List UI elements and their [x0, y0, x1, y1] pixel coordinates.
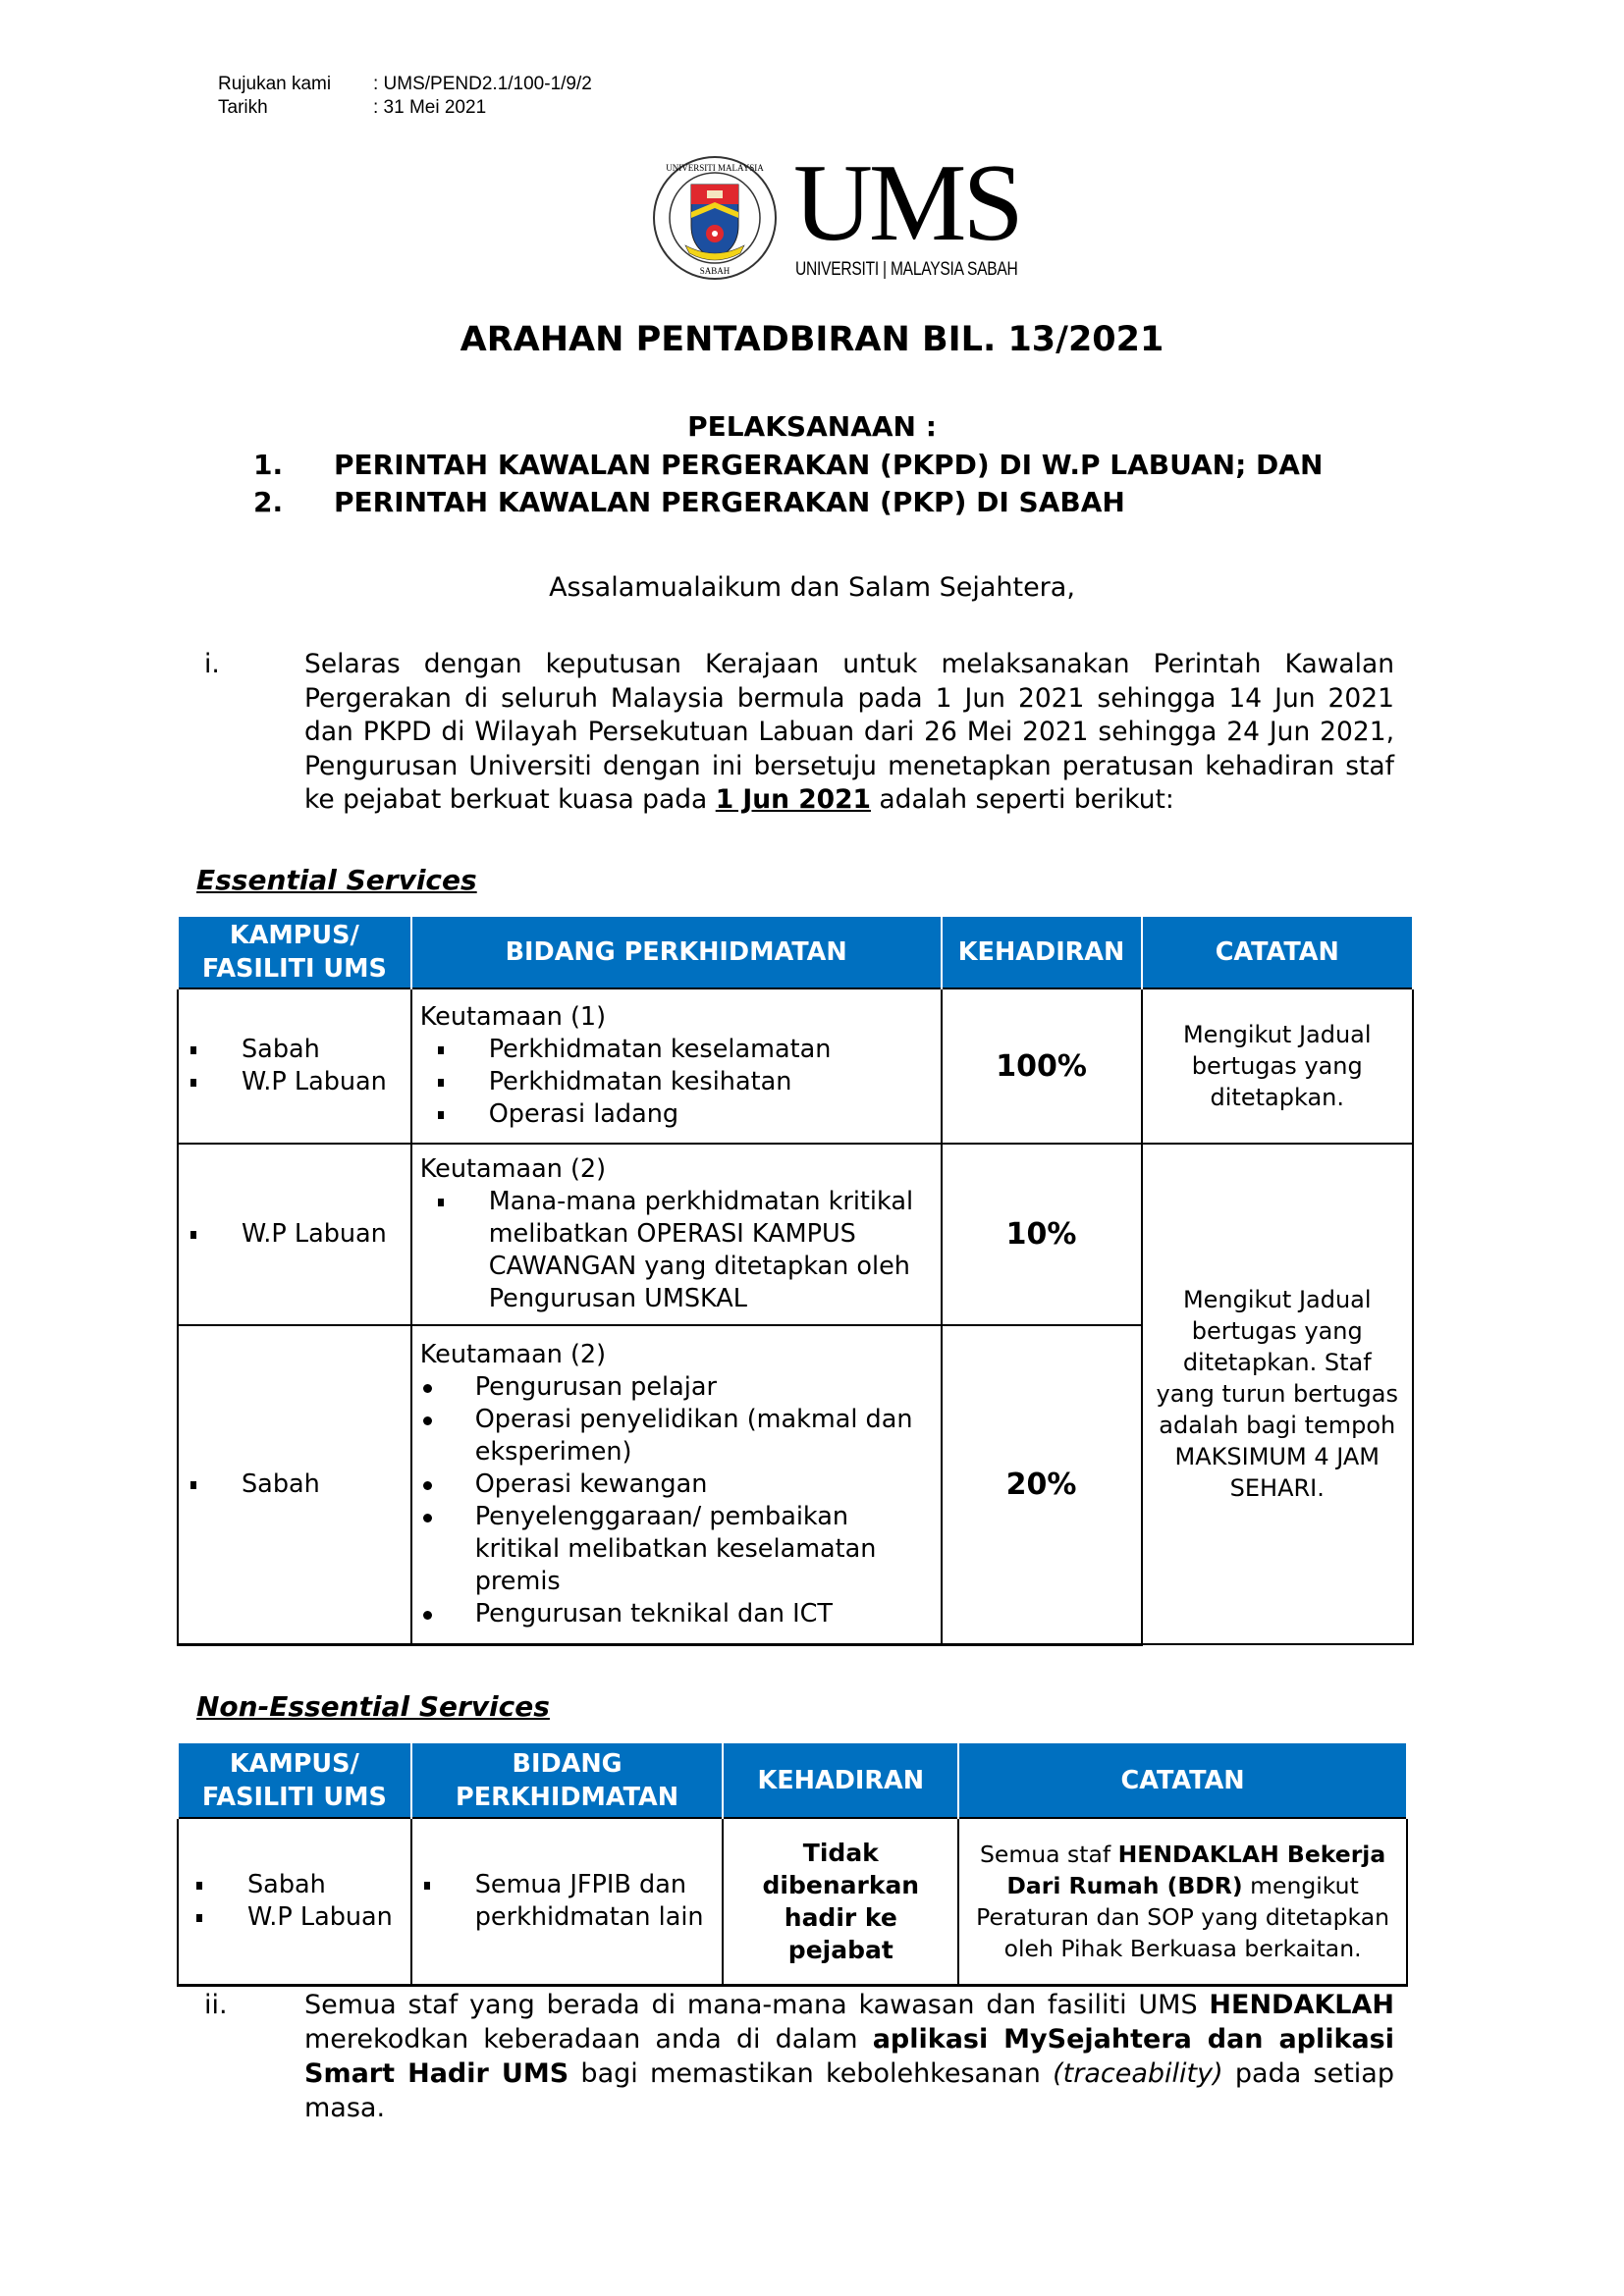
campus-item: W.P Labuan — [187, 1218, 403, 1251]
service-item: Perkhidmatan kesihatan — [434, 1066, 933, 1098]
paragraph-text-part: Semua staf yang berada di mana-mana kawasan dan fasiliti UMS — [304, 1990, 1210, 2020]
item-number: 2. — [253, 486, 284, 518]
non-essential-services-heading: Non-Essential Services — [196, 1690, 550, 1723]
campus-cell — [178, 1144, 411, 1325]
implementation-item — [253, 484, 1323, 521]
column-header: BIDANG PERKHIDMATAN — [411, 1743, 724, 1818]
campus-item: Sabah — [187, 1034, 403, 1066]
paragraph-text — [304, 648, 1394, 818]
attendance-cell: Tidak dibenarkan hadir ke pejabat — [723, 1818, 958, 1985]
note-emphasis: HENDAKLAH Bekerja Dari Rumah (BDR) — [1006, 1840, 1386, 1899]
column-header: KAMPUS/ FASILITI UMS — [178, 1743, 411, 1818]
attendance-cell: 10% — [942, 1144, 1142, 1325]
campus-item: W.P Labuan — [187, 1066, 403, 1098]
note-text: mengikut Peraturan dan SOP yang ditetapkan oleh Pihak Berkuasa berkaitan. — [976, 1871, 1390, 1962]
date-value: : 31 Mei 2021 — [373, 97, 487, 118]
service-item: Operasi kewangan — [420, 1468, 933, 1501]
service-item: Operasi penyelidikan (makmal dan eksperimen) — [420, 1404, 933, 1468]
non-essential-services-table — [177, 1743, 1408, 1987]
service-item: Operasi ladang — [434, 1098, 933, 1131]
essential-services-table — [177, 917, 1414, 1646]
table-header-row — [178, 917, 1413, 988]
service-item: Pengurusan pelajar — [420, 1371, 933, 1404]
campus-cell — [178, 1325, 411, 1644]
service-item: Semua JFPIB dan perkhidmatan lain — [420, 1869, 715, 1934]
item-text: PERINTAH KAWALAN PERGERAKAN (PKP) DI SABAH — [334, 486, 1125, 518]
italic-term: (traceability) — [1053, 2058, 1223, 2089]
greeting: Assalamualaikum dan Salam Sejahtera, — [549, 572, 1075, 603]
paragraph-i — [204, 648, 1394, 818]
paragraph-ii — [204, 1988, 1394, 2125]
paragraph-text-part: Selaras dengan keputusan Kerajaan untuk melaksanakan Perintah Kawalan Pergerakan di seluruh Malaysia bermula pada 1 Jun 2021 sehingga 14 Jun 2021 dan PKPD di Wilayah Persekutuan Labuan dari 26 Mei 2021 sehingga 24 Jun 2021, Pengurusan Universiti dengan ini bersetuju menetapkan peratusan kehadiran staf ke pejabat berkuat kuasa pada — [304, 649, 1394, 815]
campus-cell — [178, 1818, 411, 1985]
campus-cell — [178, 988, 411, 1144]
item-number: 1. — [253, 449, 284, 481]
service-item: Perkhidmatan keselamatan — [434, 1034, 933, 1066]
emphasis: HENDAKLAH — [1209, 1990, 1394, 2020]
date-row — [218, 96, 592, 120]
date-label: Tarikh — [218, 97, 268, 118]
implementation-item — [253, 447, 1323, 484]
note-cell: Mengikut Jadual bertugas yang ditetapkan. Staf yang turun bertugas adalah bagi tempoh MAKSIMUM 4 JAM SEHARI. — [1142, 1144, 1413, 1644]
priority-label: Keutamaan (2) — [419, 1339, 607, 1369]
essential-services-heading: Essential Services — [196, 864, 477, 896]
column-header: KEHADIRAN — [723, 1743, 958, 1818]
note-cell: Mengikut Jadual bertugas yang ditetapkan. — [1142, 988, 1413, 1144]
implementation-list — [253, 447, 1323, 521]
svg-text:SABAH: SABAH — [699, 266, 731, 276]
paragraph-text-part: bagi memastikan kebolehkesanan — [568, 2058, 1054, 2089]
implementation-heading: PELAKSANAAN : — [687, 410, 937, 443]
paragraph-text-part: pada setiap masa. — [304, 2058, 1394, 2123]
paragraph-text-part: merekodkan keberadaan anda di dalam — [304, 2024, 873, 2055]
svg-text:UNIVERSITI MALAYSIA: UNIVERSITI MALAYSIA — [666, 163, 764, 173]
column-header: CATATAN — [1142, 917, 1413, 988]
ums-subtitle: UNIVERSITI | MALAYSIA SABAH — [795, 259, 1018, 280]
service-item: Mana-mana perkhidmatan kritikal melibatkan OPERASI KAMPUS CAWANGAN yang ditetapkan oleh Pengurusan UMSKAL — [434, 1186, 933, 1315]
service-item: Pengurusan teknikal dan ICT — [420, 1598, 933, 1630]
attendance-cell: 20% — [942, 1325, 1142, 1644]
attendance-cell: 100% — [942, 988, 1142, 1144]
emphasis: aplikasi MySejahtera dan aplikasi Smart Hadir UMS — [304, 2024, 1394, 2089]
table-row — [178, 988, 1413, 1144]
note-text: Semua staf — [979, 1840, 1118, 1868]
campus-item: Sabah — [192, 1869, 403, 1901]
services-cell — [411, 1818, 724, 1985]
table-header-row — [178, 1743, 1407, 1818]
reference-block — [218, 73, 592, 120]
column-header: KEHADIRAN — [942, 917, 1142, 988]
reference-row — [218, 73, 592, 96]
column-header: BIDANG PERKHIDMATAN — [411, 917, 942, 988]
ums-logo — [652, 142, 1025, 283]
services-cell — [411, 1144, 942, 1325]
reference-label: Rujukan kami — [218, 74, 332, 94]
table-row — [178, 1144, 1413, 1325]
priority-label: Keutamaan (1) — [419, 1002, 607, 1032]
note-cell — [958, 1818, 1407, 1985]
campus-item: Sabah — [187, 1468, 403, 1501]
paragraph-number: i. — [204, 649, 220, 679]
column-header: CATATAN — [958, 1743, 1407, 1818]
reference-value: : UMS/PEND2.1/100-1/9/2 — [373, 74, 592, 94]
paragraph-text-part: adalah seperti berikut: — [870, 784, 1174, 815]
item-text: PERINTAH KAWALAN PERGERAKAN (PKPD) DI W.P LABUAN; DAN — [334, 449, 1324, 481]
services-cell — [411, 988, 942, 1144]
paragraph-text — [304, 1988, 1394, 2125]
campus-item: W.P Labuan — [192, 1901, 403, 1934]
service-item: Penyelenggaraan/ pembaikan kritikal melibatkan keselamatan premis — [420, 1501, 933, 1598]
ums-wordmark: UMS — [793, 142, 1020, 264]
document-title: ARAHAN PENTADBIRAN BIL. 13/2021 — [460, 320, 1164, 359]
priority-label: Keutamaan (2) — [419, 1154, 607, 1184]
university-seal-icon — [652, 155, 778, 281]
paragraph-number: ii. — [204, 1990, 228, 2020]
table-row — [178, 1818, 1407, 1985]
column-header: KAMPUS/ FASILITI UMS — [178, 917, 411, 988]
services-cell — [411, 1325, 942, 1644]
effective-date: 1 Jun 2021 — [715, 784, 871, 815]
